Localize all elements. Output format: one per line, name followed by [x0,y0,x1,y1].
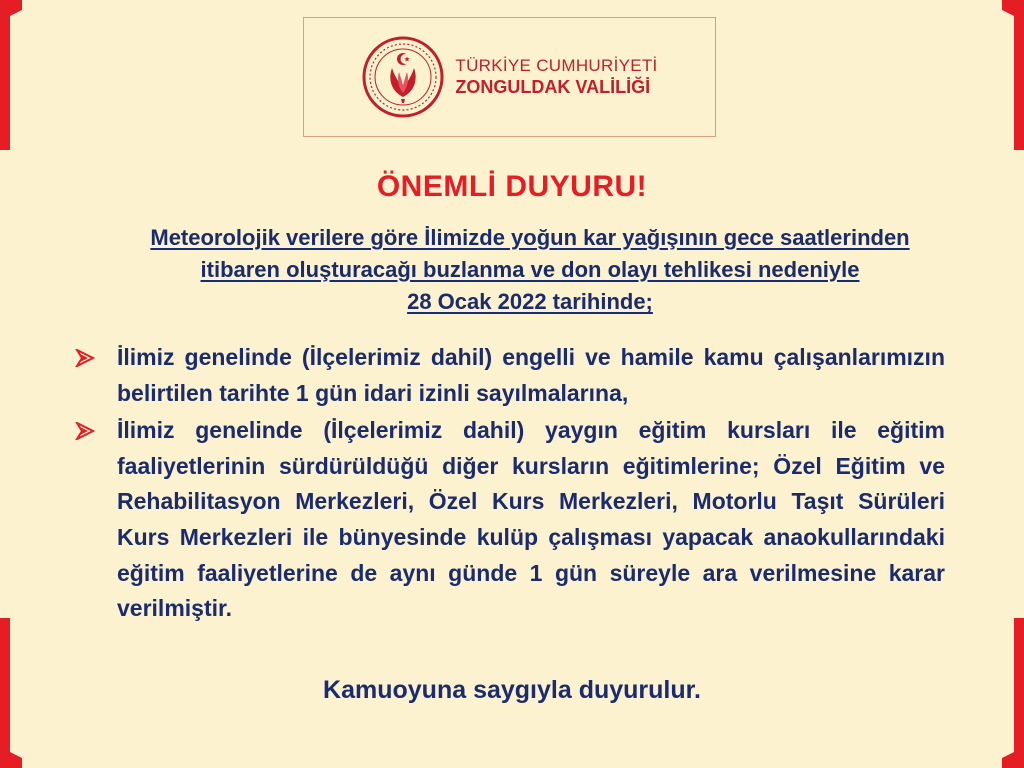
decision-list [75,340,945,629]
intro-line: 28 Ocak 2022 tarihinde; [407,289,653,314]
announcement-title: ÖNEMLİ DUYURU! [376,170,648,203]
announcement-intro [40,222,1020,318]
intro-line: itibaren oluşturacağı buzlanma ve don olayı tehlikesi nedeniyle [200,257,860,282]
decision-item [75,413,945,627]
announcement-closing: Kamuoyuna saygıyla duyurulur. [323,676,701,704]
decision-text: İlimiz genelinde (İlçelerimiz dahil) engelli ve hamile kamu çalışanlarımızın belirtilen tarihte 1 gün idari izinli sayılmalarına, [117,344,945,406]
decision-text: İlimiz genelinde (İlçelerimiz dahil) yaygın eğitim kursları ile eğitim faaliyetlerinin sürdürüldüğü diğer kursların eğitimlerine; Özel Eğitim ve Rehabilitasyon Merkezleri, Özel Kurs Merkezleri, Motorlu Taşıt Sürüleri Kurs Merkezleri ile bünyesinde kulüp çalışması yapacak anaokullarındaki eğitim faaliyetlerine de aynı günde 1 gün süreyle ara verilmesine karar verilmiştir. [117,417,945,622]
arrow-bullet-icon [75,413,117,448]
corner-bracket-top-right [1002,0,1024,150]
org-name-line-1: TÜRKİYE CUMHURİYETİ [455,56,658,75]
organization-name [455,56,657,98]
decision-item [75,340,945,411]
header-logo-box [303,17,716,137]
governorship-seal-icon [361,35,445,119]
arrow-bullet-icon [75,340,117,375]
intro-line: Meteorolojik verilere göre İlimizde yoğun kar yağışının gece saatlerinden [150,225,910,250]
org-name-line-2: ZONGULDAK VALİLİĞİ [455,77,651,97]
corner-bracket-top-left [0,0,22,150]
